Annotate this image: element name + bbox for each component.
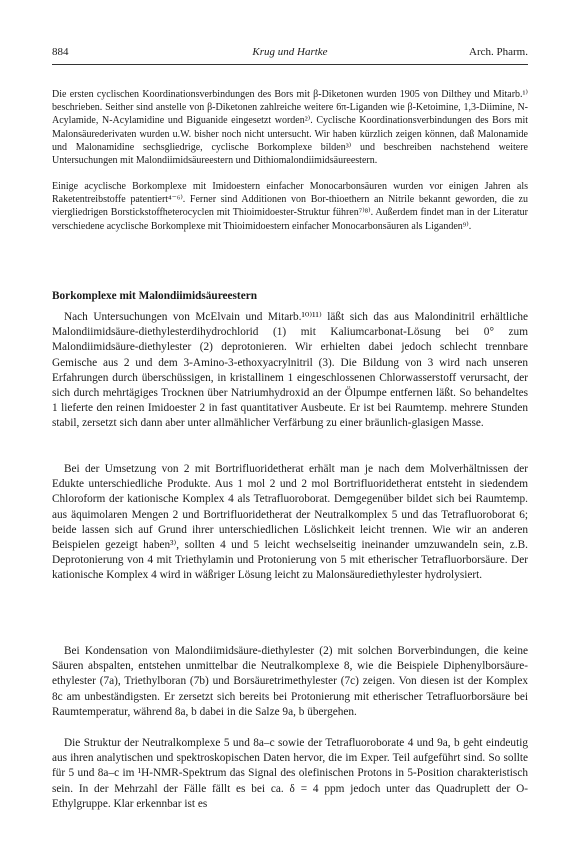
running-header	[52, 46, 528, 62]
section-heading: Borkomplexe mit Malondiimidsäureestern	[52, 290, 258, 302]
body-paragraph-1: Nach Untersuchungen von McElvain und Mitarb.¹⁰⁾¹¹⁾ läßt sich das aus Malondinitril erhältliche Malondiimidsäure-diethylesterdihydrochlorid (1) mit Kaliumcarbonat-Lösung bei 0° zum Malondiimidsäure-diethylester (2) deprotonieren. Wir erhielten dabei jedoch schlecht trennbare Gemische aus 2 und dem 3-Amino-3-ethoxyacrylnitril (3). Die Bildung von 3 wird nach unseren Erfahrungen durch überschüssigen, in kristallinem 1 eingeschlossenen Chlorwasserstoff verursacht, der sich durch mehrtägiges Trocknen über Natriumhydroxid an der Ölpumpe entfernen läßt. So behandeltes 1 lieferte den reinen Imidoester 2 in fast quantitativer Ausbeute. Er ist bei Raumtemp. mehrere Stunden stabil, zersetzt sich dann aber unter allmählicher Verfärbung zu einer bräunlich-glasigen Masse.	[52, 311, 528, 430]
body-paragraph-2: Bei der Umsetzung von 2 mit Bortrifluoridetherat erhält man je nach dem Molverhältnissen der Edukte unterschiedliche Produkte. Aus 1 mol 2 und 2 mol Bortrifluoridetherat entsteht in siedendem Chloroform der kationische Komplex 4 als Tetrafluoroborat. Demgegenüber bildet sich bei Raumtemp. aus äquimolaren Mengen 2 und Bortrifluoridetherat der Neutralkomplex 5 und das Tetrafluoroborat 6; beide lassen sich auf Grund ihrer unterschiedlichen Löslichkeit leicht trennen. Wie wir an anderen Beispielen gezeigt haben³⁾, sollten 4 und 5 leicht wechselseitig ineinander umzuwandeln sein, z.B. Deprotonierung von 4 mit Triethylamin und Protonierung von 5 mit etherischer Tetrafluorborsäure. Der kationische Komplex 4 wird in wäßriger Lösung leicht zu Malonsäurediethylester hydrolysiert.	[52, 463, 528, 582]
page-number: 884	[52, 46, 69, 58]
intro-paragraph-2: Einige acyclische Borkomplexe mit Imidoestern einfacher Monocarbonsäuren wurden vor einigen Jahren als Raketentreibstoffe patentiert⁴⁻⁶⁾. Ferner sind Additionen von Bor-thioethern an Nitrile bekannt geworden, die zu viergliedrigen Borstickstoffheterocyclen mit Thioimidoester-Struktur führen⁷⁾⁸⁾. Außerdem findet man in der Literatur verschiedene acyclische Borkomplexe mit Thioimidoestern einfacher Monocarbonsäuren als Liganden⁹⁾.	[52, 181, 528, 232]
body-paragraph-3: Bei Kondensation von Malondiimidsäure-diethylester (2) mit solchen Borverbindungen, die keine Säuren abspalten, entstehen unmittelbar die Neutralkomplexe 8, wie die Beispiele Diphenylborsäure-ethylester (7a), Triethylboran (7b) und Borsäuretrimethylester (7c) zeigen. Von diesen ist der Komplex 8c am unbeständigsten. Er zersetzt sich bereits bei Protonierung mit etherischer Tetrafluorborsäure bei Raumtemperatur, während 8a, b dabei in die Salze 9a, b übergehen.	[52, 645, 528, 718]
journal-name: Arch. Pharm.	[469, 46, 528, 58]
body-paragraph-4: Die Struktur der Neutralkomplexe 5 und 8a–c sowie der Tetrafluoroborate 4 und 9a, b geht eindeutig aus ihren analytischen und spektroskopischen Daten hervor, die im Exper. Teil aufgeführt sind. So sollte für 5 und 8a–c im ¹H-NMR-Spektrum das Signal des olefinischen Protons in 5-Position charakteristisch sein. In der Mehrzahl der Fälle fällt es bei ca. δ = 4 ppm jedoch unter das Quadruplett der O-Ethylgruppe. Klar erkennbar ist es	[52, 737, 528, 810]
intro-paragraph-1: Die ersten cyclischen Koordinationsverbindungen des Bors mit β-Diketonen wurden 1905 von Dilthey und Mitarb.¹⁾ beschrieben. Seither sind anstelle von β-Diketonen zahlreiche weitere 6π-Liganden wie β-Ketoimine, 1,3-Diimine, N-Acylamide, N-Acylamidine und Biguanide eingesetzt worden²⁾. Cyclische Koordinationsverbindungen des Bors mit Malonsäurederivaten wurden u.W. bisher noch nicht untersucht. Wir haben kürzlich zeigen können, daß Malonamide und Malonamidine sechsgliedrige, cyclische Borkomplexe bilden³⁾ und beschreiben nachstehend weitere Untersuchungen mit Malondiimidsäureestern und Dithiomalondiimidsäureestern.	[52, 89, 528, 167]
running-head-authors: Krug und Hartke	[252, 46, 328, 58]
header-rule	[52, 64, 528, 65]
